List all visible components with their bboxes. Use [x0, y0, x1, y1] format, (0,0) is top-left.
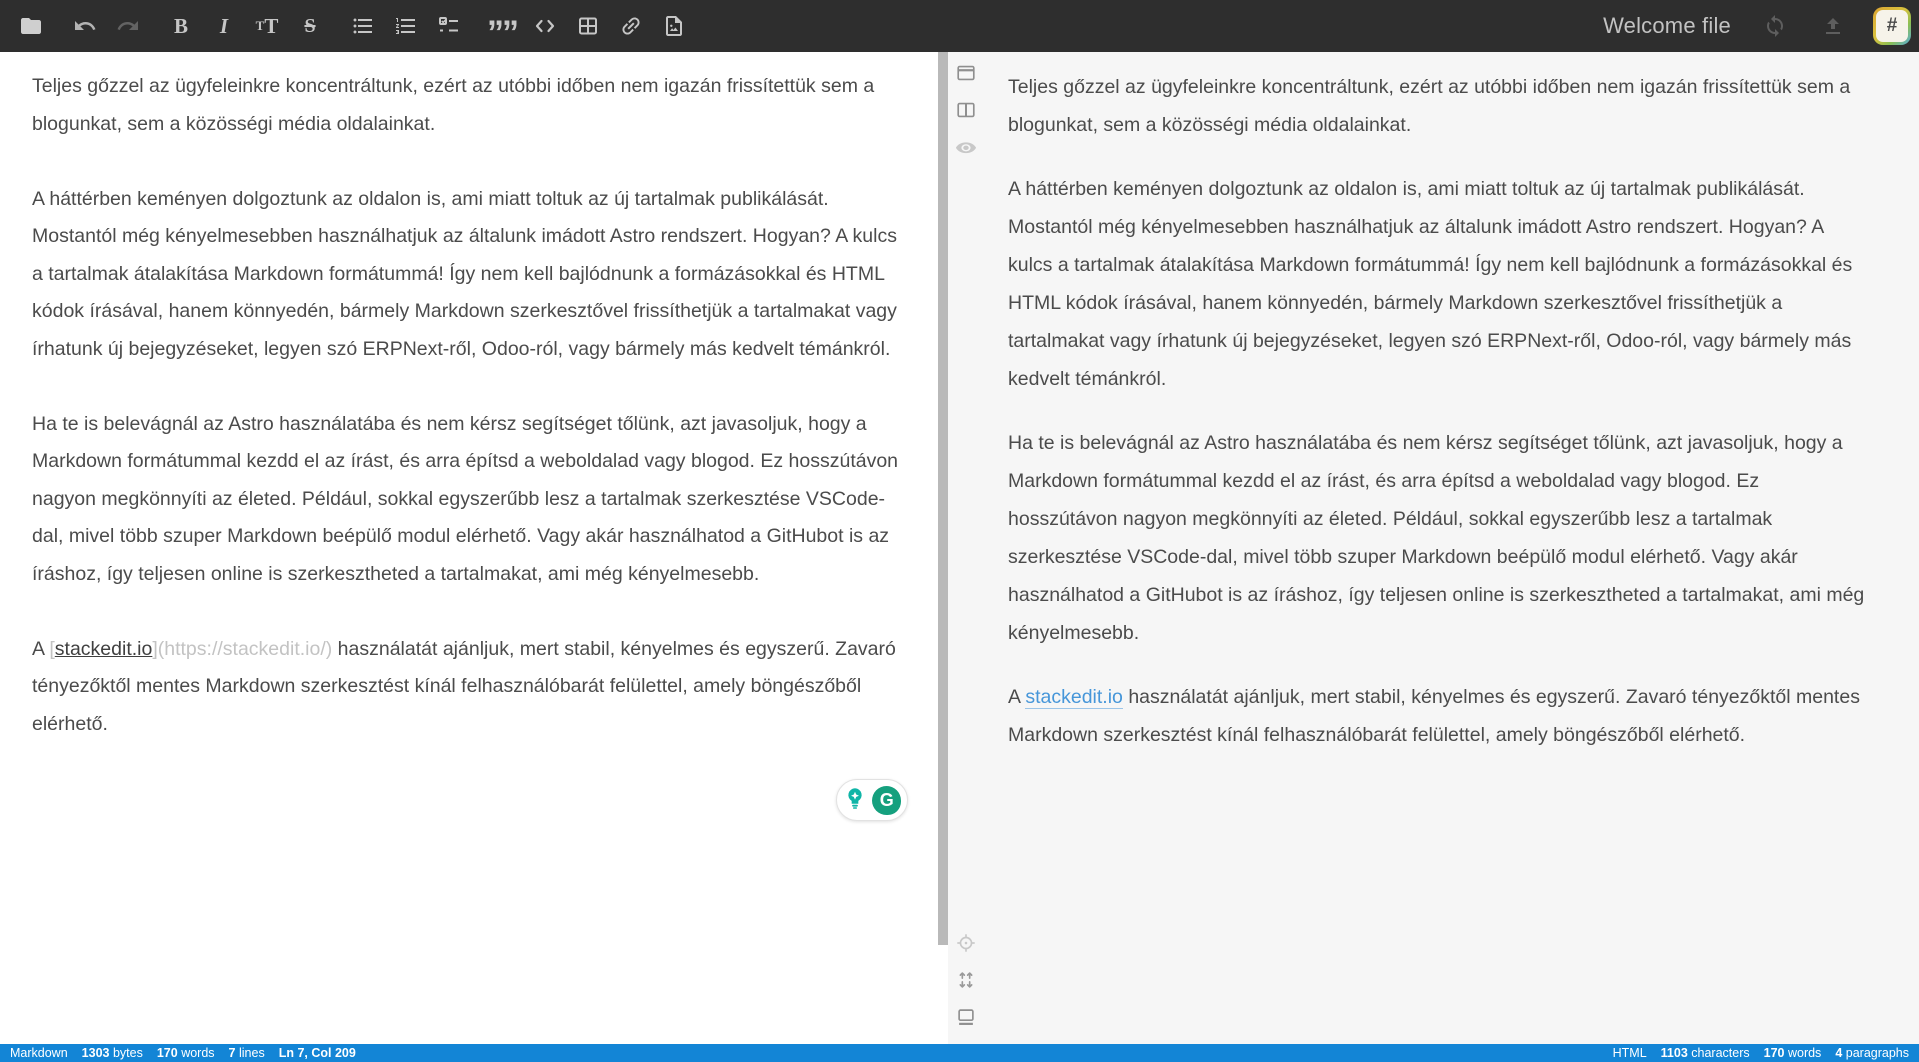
formatting-toolbar [0, 4, 703, 52]
italic-button[interactable] [210, 11, 238, 41]
editor-paragraph: Teljes gőzzel az ügyfeleinkre koncentráltunk, ezért az utóbbi időben nem igazán frissítettük sem a blogunkat, sem a közösségi média oldalainkat. [32, 75, 875, 135]
numbered-list-button[interactable] [392, 11, 420, 41]
stackedit-menu-button[interactable] [1873, 7, 1911, 45]
image-button[interactable] [660, 11, 688, 41]
navigation-bar-icon [955, 71, 977, 88]
status-words-left: 170 words [156, 1046, 215, 1060]
status-bar [0, 1044, 1919, 1062]
status-format-html: HTML [1612, 1046, 1647, 1060]
redo-icon [116, 14, 140, 38]
preview-paragraph: A stackedit.io használatát ajánljuk, mert stabil, kényelmes és egyszerű. Zavaró tényezőktől mentes Markdown szerkesztést kínál felhasználóbarát felülettel, amely böngészőből elérhető. [1008, 686, 1860, 746]
markdown-editor[interactable] [0, 52, 948, 1044]
code-button[interactable] [531, 11, 559, 41]
heading-icon: T [255, 18, 265, 33]
cursor-position: Ln 7, Col 209 [278, 1046, 356, 1060]
status-left [10, 1046, 356, 1060]
code-icon [532, 14, 558, 38]
markdown-link-url: ](https://stackedit.io/) [152, 637, 333, 660]
toolbar-right [1603, 7, 1919, 45]
hash-icon: # [1876, 10, 1908, 42]
bullet-list-button[interactable] [349, 11, 377, 41]
html-preview-pane [1008, 52, 1919, 1044]
scroll-sync-button[interactable] [955, 969, 979, 993]
top-toolbar [0, 0, 1919, 52]
table-button[interactable] [574, 11, 602, 41]
numbered-list-icon [394, 14, 418, 38]
status-bytes: 1303 bytes [81, 1046, 143, 1060]
pane-divider [948, 52, 1008, 1044]
strikethrough-icon: S [304, 14, 316, 37]
image-icon [662, 14, 686, 38]
bullet-list-icon [351, 14, 375, 38]
toggle-side-preview-button[interactable] [955, 99, 979, 123]
preview-paragraph: A háttérben keményen dolgoztunk az oldalon is, ami miatt toltuk az új tartalmak publikálását. Mostantól még kényelmesebben használhatjuk az általunk imádott Astro rendszert. Hogyan? A kulcs a tartalmak átalakítása Markdown formátummá! Így nem kell bajlódnunk a formázásokkal és HTML kódok írásával, hanem könnyedén, bármely Markdown szerkesztővel frissíthetjük a tartalmakat vagy írhatunk új bejegyzéseket, legyen szó ERPNext-ről, Odoo-ról, vagy bármely más kedvelt témánkról. [1008, 178, 1853, 390]
scroll-sync-icon [955, 978, 977, 995]
markdown-bracket: [ [49, 637, 55, 660]
strikethrough-button[interactable] [296, 11, 324, 41]
status-bar-icon [955, 1015, 977, 1032]
bold-button[interactable] [167, 11, 195, 41]
link-icon [619, 14, 643, 38]
toggle-editor-button[interactable] [955, 136, 979, 160]
languagetool-bulb-icon [843, 786, 867, 815]
undo-button[interactable] [71, 11, 99, 41]
heading-button[interactable]: T T [255, 13, 279, 38]
folder-icon [17, 14, 45, 38]
checklist-icon [437, 14, 461, 38]
table-icon [576, 14, 600, 38]
main-area [0, 52, 1919, 1044]
markdown-link-text: stackedit.io [54, 637, 153, 660]
preview-paragraph: Ha te is belevágnál az Astro használatába és nem kérsz segítséget tőlünk, azt javasoljuk, hogy a Markdown formátummal kezdd el az írást, és arra építsd a weboldalad vagy blogod. Ez hosszútávon nagyon megkönnyíti az életed. Például, sokkal egyszerűbb lesz a tartalmak szerkesztése VSCode-dal, mivel több szuper Markdown beépülő modul elérhető. Vagy akár használhatod a GitHubot is az íráshoz, így teljesen online is szerkesztheted a tartalmakat, ami még kényelmesebb. [1008, 432, 1865, 644]
editor-paragraph: A [stackedit.io](https://stackedit.io/) használatát ajánljuk, mert stabil, kényelmes és egyszerű. Zavaró tényezőktől mentes Markdown szerkesztést kínál felhasználóbarát felülettel, amely böngészőből elérhető. [32, 637, 896, 735]
bold-icon: B [173, 13, 188, 38]
crosshair-icon [955, 941, 977, 958]
focus-mode-button[interactable] [955, 932, 979, 956]
link-button[interactable] [617, 11, 645, 41]
view-buttons-bottom [955, 932, 979, 1030]
italic-icon: I [219, 13, 229, 38]
status-format-markdown: Markdown [10, 1046, 68, 1060]
sync-button [1761, 11, 1789, 41]
eye-icon [955, 145, 977, 162]
status-paragraphs: 4 paragraphs [1835, 1046, 1909, 1060]
upload-icon [1821, 14, 1845, 38]
preview-paragraph: Teljes gőzzel az ügyfeleinkre koncentráltunk, ezért az utóbbi időben nem igazán frissítettük sem a blogunkat, sem a közösségi média oldalainkat. [1008, 76, 1851, 136]
checklist-button[interactable] [435, 11, 463, 41]
toggle-navigation-bar-button[interactable] [955, 62, 979, 86]
publish-button [1819, 11, 1847, 41]
blockquote-button[interactable] [487, 4, 517, 52]
status-right [1613, 1046, 1909, 1060]
file-explorer-button[interactable] [17, 11, 45, 41]
editor-paragraph: Ha te is belevágnál az Astro használatába és nem kérsz segítséget tőlünk, azt javasoljuk, hogy a Markdown formátummal kezdd el az írást, és arra építsd a weboldalad vagy blogod. Ez hosszútávon nagyon megkönnyíti az életed. Például, sokkal egyszerűbb lesz a tartalmak szerkesztése VSCode-dal, mivel több szuper Markdown beépülő modul elérhető. Vagy akár használhatod a GitHubot is az íráshoz, így teljesen online is szerkesztheted a tartalmakat, ami még kényelmesebb. [32, 412, 899, 585]
status-characters: 1103 characters [1660, 1046, 1750, 1060]
view-buttons-top [955, 62, 979, 160]
redo-button [114, 11, 142, 41]
split-view-icon [955, 108, 977, 125]
html-preview [1008, 52, 1919, 754]
writing-assistant-widget[interactable] [836, 779, 908, 821]
blockquote-icon: ”” [487, 14, 517, 52]
stackedit-link[interactable]: stackedit.io [1025, 686, 1123, 708]
document-title[interactable]: Welcome file [1603, 13, 1731, 38]
status-words-right: 170 words [1763, 1046, 1822, 1060]
editor-scrollbar[interactable] [938, 52, 948, 945]
markdown-editor-pane [0, 52, 948, 1044]
sync-icon [1763, 14, 1787, 38]
undo-icon [73, 14, 97, 38]
toggle-status-bar-button[interactable] [955, 1006, 979, 1030]
status-lines: 7 lines [228, 1046, 265, 1060]
grammarly-icon: G [872, 786, 901, 815]
editor-paragraph: A háttérben keményen dolgoztunk az oldalon is, ami miatt toltuk az új tartalmak publikálását. Mostantól még kényelmesebben használhatjuk az általunk imádott Astro rendszert. Hogyan? A kulcs a tartalmak átalakítása Markdown formátummá! Így nem kell bajlódnunk a formázásokkal és HTML kódok írásával, hanem könnyedén, bármely Markdown szerkesztővel frissíthetjük a tartalmakat vagy írhatunk új bejegyzéseket, legyen szó ERPNext-ről, Odoo-ról, vagy bármely más kedvelt témánkról. [32, 187, 897, 360]
